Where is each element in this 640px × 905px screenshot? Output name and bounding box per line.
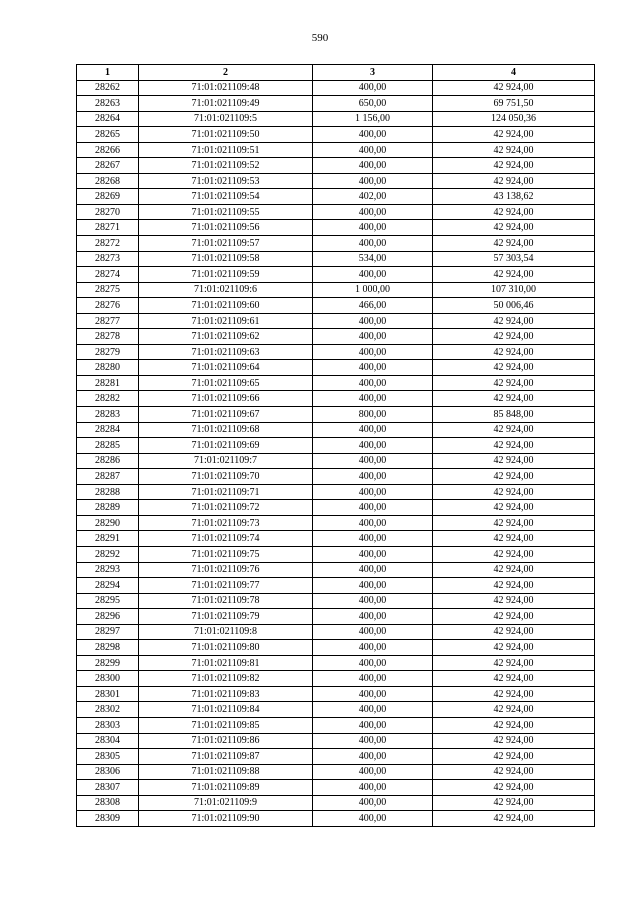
area-cell: 800,00 xyxy=(313,407,433,423)
cadastral-number-cell: 71:01:021109:58 xyxy=(139,251,313,267)
row-number-cell: 28275 xyxy=(77,282,139,298)
cadastral-number-cell: 71:01:021109:75 xyxy=(139,546,313,562)
table-row xyxy=(77,189,595,205)
row-number-cell: 28283 xyxy=(77,407,139,423)
row-number-cell: 28269 xyxy=(77,189,139,205)
row-number-cell: 28282 xyxy=(77,391,139,407)
area-cell: 400,00 xyxy=(313,515,433,531)
area-cell: 400,00 xyxy=(313,640,433,656)
value-cell: 50 006,46 xyxy=(433,298,595,314)
value-cell: 42 924,00 xyxy=(433,422,595,438)
area-cell: 400,00 xyxy=(313,562,433,578)
table-row xyxy=(77,251,595,267)
cadastral-number-cell: 71:01:021109:64 xyxy=(139,360,313,376)
table-row xyxy=(77,298,595,314)
column-header: 3 xyxy=(313,65,433,81)
value-cell: 42 924,00 xyxy=(433,702,595,718)
registry-table xyxy=(76,64,595,827)
area-cell: 400,00 xyxy=(313,375,433,391)
value-cell: 85 848,00 xyxy=(433,407,595,423)
table-row xyxy=(77,640,595,656)
row-number-cell: 28266 xyxy=(77,142,139,158)
value-cell: 42 924,00 xyxy=(433,220,595,236)
table-row xyxy=(77,453,595,469)
table-row xyxy=(77,438,595,454)
row-number-cell: 28306 xyxy=(77,764,139,780)
value-cell: 42 924,00 xyxy=(433,344,595,360)
table-row xyxy=(77,407,595,423)
row-number-cell: 28292 xyxy=(77,546,139,562)
area-cell: 400,00 xyxy=(313,749,433,765)
row-number-cell: 28287 xyxy=(77,469,139,485)
table-row xyxy=(77,391,595,407)
cadastral-number-cell: 71:01:021109:51 xyxy=(139,142,313,158)
cadastral-number-cell: 71:01:021109:52 xyxy=(139,158,313,174)
value-cell: 42 924,00 xyxy=(433,438,595,454)
value-cell: 42 924,00 xyxy=(433,562,595,578)
value-cell: 42 924,00 xyxy=(433,686,595,702)
row-number-cell: 28293 xyxy=(77,562,139,578)
row-number-cell: 28294 xyxy=(77,578,139,594)
row-number-cell: 28262 xyxy=(77,80,139,96)
area-cell: 400,00 xyxy=(313,717,433,733)
row-number-cell: 28273 xyxy=(77,251,139,267)
area-cell: 400,00 xyxy=(313,500,433,516)
area-cell: 1 156,00 xyxy=(313,111,433,127)
cadastral-number-cell: 71:01:021109:60 xyxy=(139,298,313,314)
table-row xyxy=(77,655,595,671)
page-number: 590 xyxy=(311,32,329,44)
row-number-cell: 28296 xyxy=(77,609,139,625)
cadastral-number-cell: 71:01:021109:89 xyxy=(139,780,313,796)
area-cell: 400,00 xyxy=(313,236,433,252)
area-cell: 400,00 xyxy=(313,453,433,469)
cadastral-number-cell: 71:01:021109:74 xyxy=(139,531,313,547)
row-number-cell: 28278 xyxy=(77,329,139,345)
area-cell: 400,00 xyxy=(313,593,433,609)
value-cell: 42 924,00 xyxy=(433,671,595,687)
value-cell: 42 924,00 xyxy=(433,515,595,531)
area-cell: 400,00 xyxy=(313,313,433,329)
cadastral-number-cell: 71:01:021109:50 xyxy=(139,127,313,143)
area-cell: 400,00 xyxy=(313,344,433,360)
value-cell: 42 924,00 xyxy=(433,375,595,391)
table-row xyxy=(77,360,595,376)
value-cell: 42 924,00 xyxy=(433,313,595,329)
value-cell: 124 050,36 xyxy=(433,111,595,127)
value-cell: 42 924,00 xyxy=(433,236,595,252)
cadastral-number-cell: 71:01:021109:70 xyxy=(139,469,313,485)
row-number-cell: 28277 xyxy=(77,313,139,329)
table-row xyxy=(77,531,595,547)
value-cell: 42 924,00 xyxy=(433,764,595,780)
row-number-cell: 28281 xyxy=(77,375,139,391)
area-cell: 400,00 xyxy=(313,624,433,640)
cadastral-number-cell: 71:01:021109:49 xyxy=(139,96,313,112)
area-cell: 400,00 xyxy=(313,391,433,407)
area-cell: 400,00 xyxy=(313,173,433,189)
area-cell: 400,00 xyxy=(313,422,433,438)
table-row xyxy=(77,282,595,298)
area-cell: 400,00 xyxy=(313,158,433,174)
table-row xyxy=(77,422,595,438)
table-row xyxy=(77,624,595,640)
cadastral-number-cell: 71:01:021109:83 xyxy=(139,686,313,702)
area-cell: 400,00 xyxy=(313,329,433,345)
row-number-cell: 28267 xyxy=(77,158,139,174)
area-cell: 400,00 xyxy=(313,438,433,454)
area-cell: 400,00 xyxy=(313,733,433,749)
value-cell: 42 924,00 xyxy=(433,142,595,158)
cadastral-number-cell: 71:01:021109:63 xyxy=(139,344,313,360)
cadastral-number-cell: 71:01:021109:69 xyxy=(139,438,313,454)
row-number-cell: 28286 xyxy=(77,453,139,469)
area-cell: 400,00 xyxy=(313,469,433,485)
area-cell: 400,00 xyxy=(313,127,433,143)
cadastral-number-cell: 71:01:021109:68 xyxy=(139,422,313,438)
table-row xyxy=(77,500,595,516)
row-number-cell: 28288 xyxy=(77,484,139,500)
row-number-cell: 28297 xyxy=(77,624,139,640)
row-number-cell: 28264 xyxy=(77,111,139,127)
area-cell: 400,00 xyxy=(313,360,433,376)
cadastral-number-cell: 71:01:021109:66 xyxy=(139,391,313,407)
cadastral-number-cell: 71:01:021109:86 xyxy=(139,733,313,749)
cadastral-number-cell: 71:01:021109:77 xyxy=(139,578,313,594)
cadastral-number-cell: 71:01:021109:67 xyxy=(139,407,313,423)
row-number-cell: 28302 xyxy=(77,702,139,718)
cadastral-number-cell: 71:01:021109:90 xyxy=(139,811,313,827)
table-row xyxy=(77,80,595,96)
cadastral-number-cell: 71:01:021109:85 xyxy=(139,717,313,733)
cadastral-number-cell: 71:01:021109:9 xyxy=(139,795,313,811)
value-cell: 42 924,00 xyxy=(433,749,595,765)
cadastral-number-cell: 71:01:021109:6 xyxy=(139,282,313,298)
value-cell: 69 751,50 xyxy=(433,96,595,112)
cadastral-number-cell: 71:01:021109:76 xyxy=(139,562,313,578)
table-row xyxy=(77,111,595,127)
area-cell: 400,00 xyxy=(313,609,433,625)
row-number-cell: 28298 xyxy=(77,640,139,656)
cadastral-number-cell: 71:01:021109:54 xyxy=(139,189,313,205)
value-cell: 42 924,00 xyxy=(433,453,595,469)
area-cell: 466,00 xyxy=(313,298,433,314)
table-row xyxy=(77,593,595,609)
value-cell: 42 924,00 xyxy=(433,717,595,733)
cadastral-number-cell: 71:01:021109:71 xyxy=(139,484,313,500)
area-cell: 400,00 xyxy=(313,531,433,547)
value-cell: 42 924,00 xyxy=(433,655,595,671)
row-number-cell: 28280 xyxy=(77,360,139,376)
row-number-cell: 28271 xyxy=(77,220,139,236)
table-row xyxy=(77,96,595,112)
row-number-cell: 28307 xyxy=(77,780,139,796)
area-cell: 400,00 xyxy=(313,764,433,780)
table-row xyxy=(77,220,595,236)
value-cell: 42 924,00 xyxy=(433,795,595,811)
cadastral-number-cell: 71:01:021109:8 xyxy=(139,624,313,640)
row-number-cell: 28304 xyxy=(77,733,139,749)
table-body xyxy=(77,80,595,826)
table-row xyxy=(77,717,595,733)
table-row xyxy=(77,795,595,811)
area-cell: 402,00 xyxy=(313,189,433,205)
table-row xyxy=(77,313,595,329)
value-cell: 42 924,00 xyxy=(433,484,595,500)
row-number-cell: 28270 xyxy=(77,204,139,220)
area-cell: 400,00 xyxy=(313,80,433,96)
table-row xyxy=(77,780,595,796)
value-cell: 42 924,00 xyxy=(433,158,595,174)
area-cell: 400,00 xyxy=(313,142,433,158)
value-cell: 42 924,00 xyxy=(433,173,595,189)
row-number-cell: 28309 xyxy=(77,811,139,827)
table-row xyxy=(77,329,595,345)
value-cell: 42 924,00 xyxy=(433,531,595,547)
table-row xyxy=(77,204,595,220)
cadastral-number-cell: 71:01:021109:57 xyxy=(139,236,313,252)
column-header: 4 xyxy=(433,65,595,81)
area-cell: 400,00 xyxy=(313,671,433,687)
table-row xyxy=(77,173,595,189)
row-number-cell: 28276 xyxy=(77,298,139,314)
value-cell: 42 924,00 xyxy=(433,329,595,345)
header-row xyxy=(77,65,595,81)
table-row xyxy=(77,142,595,158)
area-cell: 400,00 xyxy=(313,546,433,562)
value-cell: 42 924,00 xyxy=(433,733,595,749)
cadastral-number-cell: 71:01:021109:73 xyxy=(139,515,313,531)
value-cell: 57 303,54 xyxy=(433,251,595,267)
value-cell: 42 924,00 xyxy=(433,624,595,640)
value-cell: 42 924,00 xyxy=(433,500,595,516)
value-cell: 42 924,00 xyxy=(433,204,595,220)
column-header: 1 xyxy=(77,65,139,81)
table-row xyxy=(77,484,595,500)
cadastral-number-cell: 71:01:021109:53 xyxy=(139,173,313,189)
cadastral-number-cell: 71:01:021109:72 xyxy=(139,500,313,516)
row-number-cell: 28274 xyxy=(77,267,139,283)
area-cell: 400,00 xyxy=(313,811,433,827)
area-cell: 1 000,00 xyxy=(313,282,433,298)
area-cell: 400,00 xyxy=(313,267,433,283)
cadastral-number-cell: 71:01:021109:61 xyxy=(139,313,313,329)
area-cell: 400,00 xyxy=(313,655,433,671)
table-row xyxy=(77,811,595,827)
area-cell: 400,00 xyxy=(313,204,433,220)
value-cell: 42 924,00 xyxy=(433,391,595,407)
cadastral-number-cell: 71:01:021109:56 xyxy=(139,220,313,236)
area-cell: 400,00 xyxy=(313,780,433,796)
value-cell: 42 924,00 xyxy=(433,267,595,283)
table-row xyxy=(77,127,595,143)
area-cell: 400,00 xyxy=(313,795,433,811)
table-row xyxy=(77,764,595,780)
cadastral-number-cell: 71:01:021109:87 xyxy=(139,749,313,765)
row-number-cell: 28303 xyxy=(77,717,139,733)
value-cell: 42 924,00 xyxy=(433,593,595,609)
cadastral-number-cell: 71:01:021109:7 xyxy=(139,453,313,469)
value-cell: 42 924,00 xyxy=(433,811,595,827)
row-number-cell: 28305 xyxy=(77,749,139,765)
area-cell: 400,00 xyxy=(313,702,433,718)
value-cell: 42 924,00 xyxy=(433,469,595,485)
cadastral-number-cell: 71:01:021109:79 xyxy=(139,609,313,625)
area-cell: 400,00 xyxy=(313,484,433,500)
row-number-cell: 28308 xyxy=(77,795,139,811)
column-header: 2 xyxy=(139,65,313,81)
table-row xyxy=(77,546,595,562)
value-cell: 43 138,62 xyxy=(433,189,595,205)
row-number-cell: 28279 xyxy=(77,344,139,360)
table-row xyxy=(77,749,595,765)
area-cell: 650,00 xyxy=(313,96,433,112)
table-row xyxy=(77,702,595,718)
row-number-cell: 28295 xyxy=(77,593,139,609)
area-cell: 534,00 xyxy=(313,251,433,267)
value-cell: 42 924,00 xyxy=(433,80,595,96)
cadastral-number-cell: 71:01:021109:78 xyxy=(139,593,313,609)
cadastral-number-cell: 71:01:021109:5 xyxy=(139,111,313,127)
cadastral-number-cell: 71:01:021109:55 xyxy=(139,204,313,220)
value-cell: 107 310,00 xyxy=(433,282,595,298)
cadastral-number-cell: 71:01:021109:65 xyxy=(139,375,313,391)
row-number-cell: 28289 xyxy=(77,500,139,516)
value-cell: 42 924,00 xyxy=(433,360,595,376)
row-number-cell: 28301 xyxy=(77,686,139,702)
value-cell: 42 924,00 xyxy=(433,578,595,594)
cadastral-number-cell: 71:01:021109:59 xyxy=(139,267,313,283)
value-cell: 42 924,00 xyxy=(433,546,595,562)
value-cell: 42 924,00 xyxy=(433,127,595,143)
row-number-cell: 28263 xyxy=(77,96,139,112)
area-cell: 400,00 xyxy=(313,578,433,594)
table-row xyxy=(77,469,595,485)
value-cell: 42 924,00 xyxy=(433,640,595,656)
cadastral-number-cell: 71:01:021109:80 xyxy=(139,640,313,656)
area-cell: 400,00 xyxy=(313,220,433,236)
table-row xyxy=(77,578,595,594)
table-row xyxy=(77,562,595,578)
row-number-cell: 28299 xyxy=(77,655,139,671)
table-row xyxy=(77,686,595,702)
table-row xyxy=(77,158,595,174)
table-row xyxy=(77,671,595,687)
area-cell: 400,00 xyxy=(313,686,433,702)
cadastral-number-cell: 71:01:021109:88 xyxy=(139,764,313,780)
table-row xyxy=(77,236,595,252)
table-row xyxy=(77,609,595,625)
cadastral-number-cell: 71:01:021109:48 xyxy=(139,80,313,96)
cadastral-number-cell: 71:01:021109:82 xyxy=(139,671,313,687)
cadastral-number-cell: 71:01:021109:62 xyxy=(139,329,313,345)
table-row xyxy=(77,733,595,749)
row-number-cell: 28272 xyxy=(77,236,139,252)
row-number-cell: 28291 xyxy=(77,531,139,547)
value-cell: 42 924,00 xyxy=(433,609,595,625)
table-row xyxy=(77,267,595,283)
table-row xyxy=(77,515,595,531)
table-row xyxy=(77,344,595,360)
cadastral-number-cell: 71:01:021109:84 xyxy=(139,702,313,718)
value-cell: 42 924,00 xyxy=(433,780,595,796)
row-number-cell: 28268 xyxy=(77,173,139,189)
row-number-cell: 28290 xyxy=(77,515,139,531)
row-number-cell: 28284 xyxy=(77,422,139,438)
table-row xyxy=(77,375,595,391)
row-number-cell: 28285 xyxy=(77,438,139,454)
cadastral-number-cell: 71:01:021109:81 xyxy=(139,655,313,671)
row-number-cell: 28265 xyxy=(77,127,139,143)
row-number-cell: 28300 xyxy=(77,671,139,687)
